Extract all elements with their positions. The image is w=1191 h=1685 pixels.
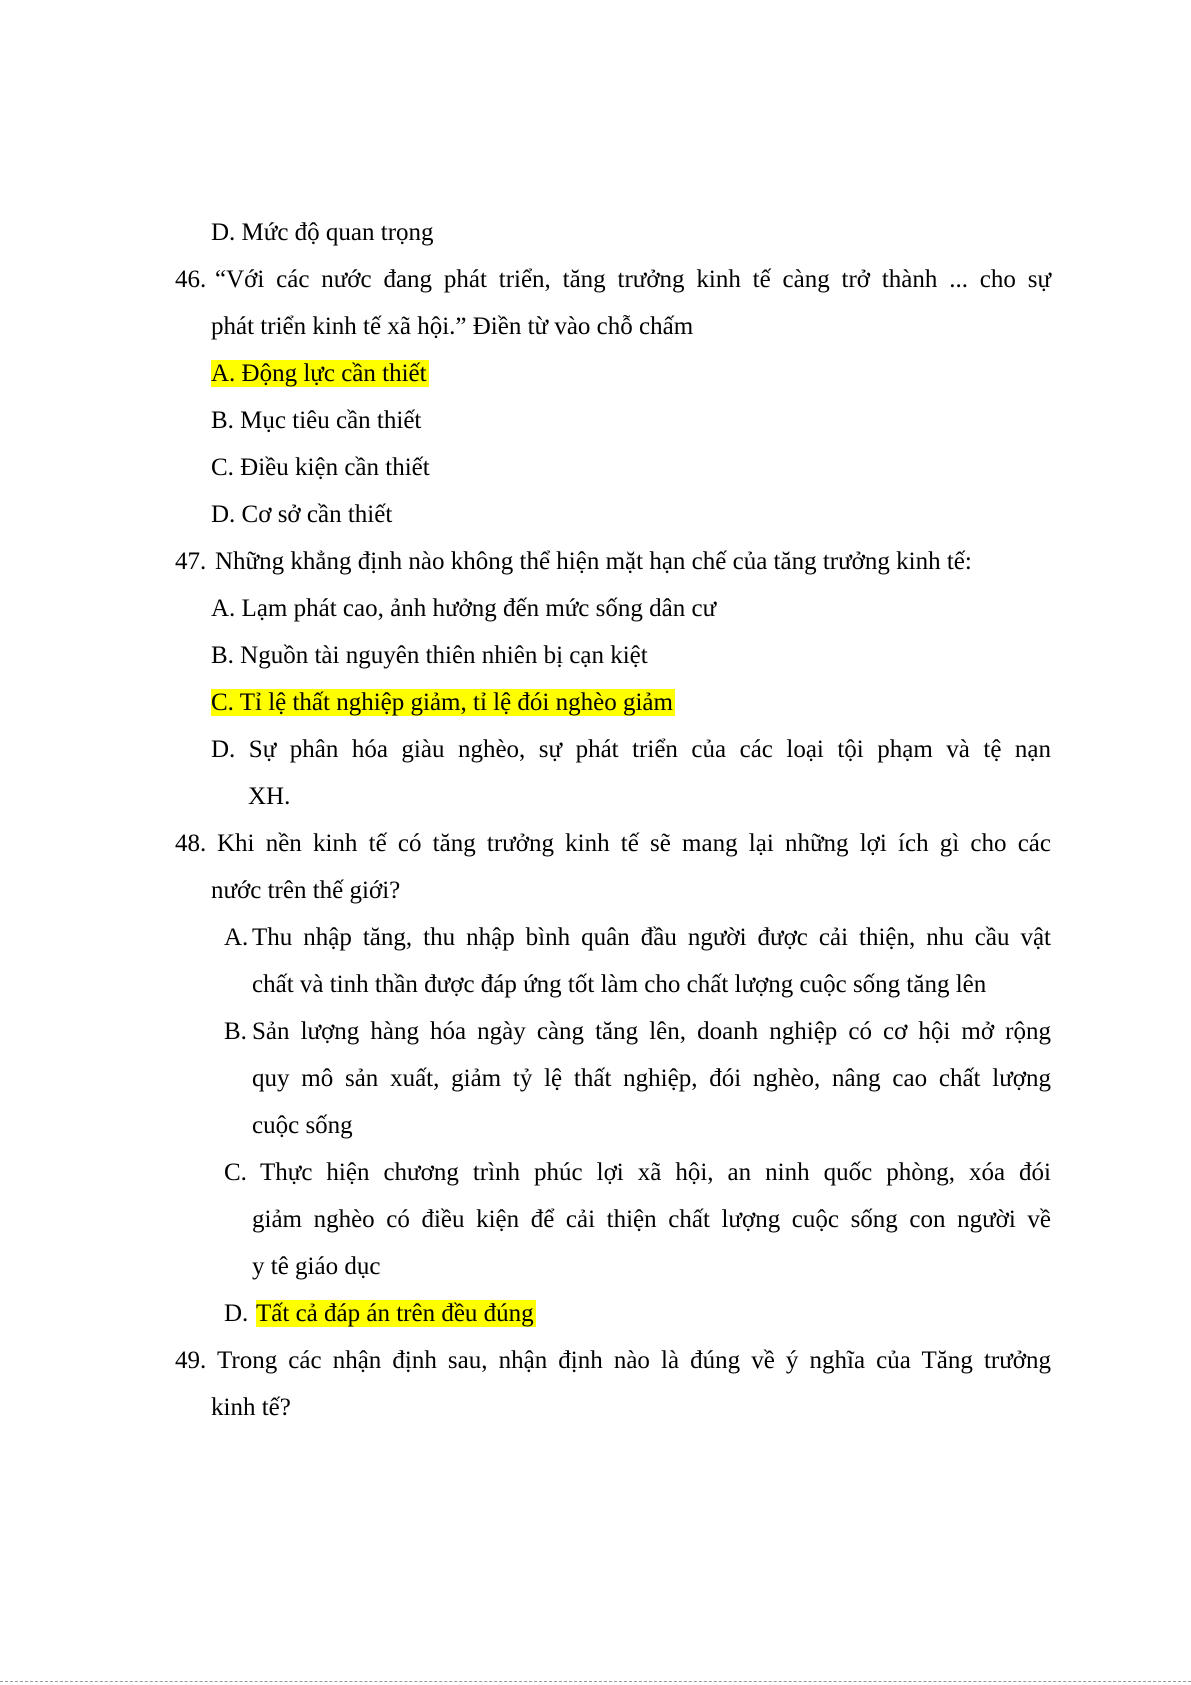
question-46-text-line1: “Với các nước đang phát triển, tăng trưởng kinh tế càng trở thành ... cho sự xyxy=(215,266,1051,293)
question-49-text-line1: Trong các nhận định sau, nhận định nào là đúng về ý nghĩa của Tăng trưởng xyxy=(217,1347,1051,1374)
question-47-text: Những khẳng định nào không thể hiện mặt hạn chế của tăng trưởng kinh tế: xyxy=(215,548,972,575)
option-48-b-line3: cuộc sống xyxy=(252,1112,353,1139)
option-48-a-line2: chất và tinh thần được đáp ứng tốt làm cho chất lượng cuộc sống tăng lên xyxy=(252,971,987,998)
answer-highlight: Tất cả đáp án trên đều đúng xyxy=(256,1300,534,1327)
question-49-text-line2: kinh tế? xyxy=(211,1394,291,1421)
option-48-c-label: C. xyxy=(224,1159,247,1186)
option-48-b-label: B. xyxy=(224,1018,247,1045)
option-47-c xyxy=(211,686,675,720)
question-49-number: 49. xyxy=(175,1347,207,1374)
option-47-d-line1: D. Sự phân hóa giàu nghèo, sự phát triển của các loại tội phạm và tệ nạn xyxy=(211,736,1051,763)
option-47-b: B. Nguồn tài nguyên thiên nhiên bị cạn kiệt xyxy=(211,642,648,669)
option-prev-d: D. Mức độ quan trọng xyxy=(211,219,434,246)
page-bottom-rule xyxy=(0,1681,1191,1682)
option-48-d xyxy=(256,1297,536,1331)
option-48-b-line2: quy mô sản xuất, giảm tỷ lệ thất nghiệp, đói nghèo, nâng cao chất lượng xyxy=(252,1065,1051,1092)
option-48-c-line3: y tê giáo dục xyxy=(252,1253,381,1280)
question-46-number: 46. xyxy=(175,266,207,293)
question-48-text-line1: Khi nền kinh tế có tăng trưởng kinh tế sẽ mang lại những lợi ích gì cho các xyxy=(217,830,1051,857)
question-48-text-line2: nước trên thế giới? xyxy=(211,877,401,904)
option-48-c-line1: Thực hiện chương trình phúc lợi xã hội, an ninh quốc phòng, xóa đói xyxy=(260,1159,1051,1186)
answer-highlight: A. Động lực cần thiết xyxy=(211,360,427,387)
option-48-a-line1: Thu nhập tăng, thu nhập bình quân đầu người được cải thiện, nhu cầu vật xyxy=(252,924,1051,951)
option-48-b-line1: Sản lượng hàng hóa ngày càng tăng lên, doanh nghiệp có cơ hội mở rộng xyxy=(252,1018,1051,1045)
option-48-d-label: D. xyxy=(224,1300,249,1327)
option-46-d: D. Cơ sở cần thiết xyxy=(211,501,393,528)
question-48-number: 48. xyxy=(175,830,207,857)
option-46-a xyxy=(211,357,429,391)
option-48-a-label: A. xyxy=(224,924,249,951)
option-47-d-line2: XH. xyxy=(248,783,291,810)
question-46-text-line2: phát triển kinh tế xã hội.” Điền từ vào chỗ chấm xyxy=(211,313,694,340)
question-47-number: 47. xyxy=(175,548,207,575)
option-48-c-line2: giảm nghèo có điều kiện để cải thiện chất lượng cuộc sống con người về xyxy=(252,1206,1051,1233)
option-46-b: B. Mục tiêu cần thiết xyxy=(211,407,422,434)
option-47-a: A. Lạm phát cao, ảnh hưởng đến mức sống dân cư xyxy=(211,595,717,622)
answer-highlight: C. Tỉ lệ thất nghiệp giảm, tỉ lệ đói nghèo giảm xyxy=(211,689,673,716)
option-46-c: C. Điều kiện cần thiết xyxy=(211,454,430,481)
